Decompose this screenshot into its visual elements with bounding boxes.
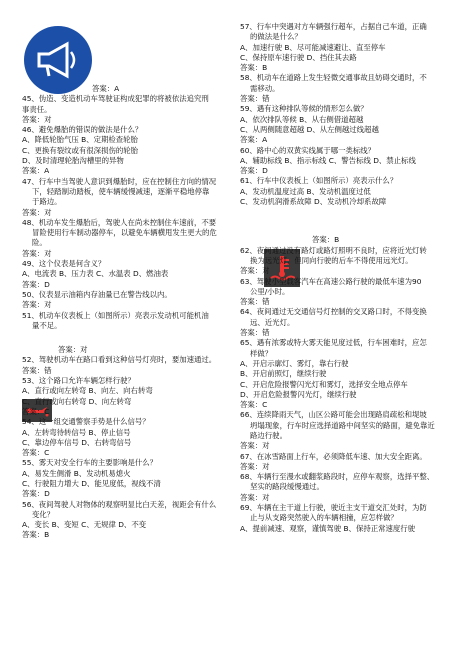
answer: 答案：D xyxy=(240,166,268,176)
option-line: A、加速行驶 B、尽可能减速避让、直至停车 xyxy=(240,42,386,52)
question-line: 冒险使用行车制动器停车，以避免车辆横甩发生更大的危 xyxy=(32,228,217,238)
question-line: 63、驾驶小型载客汽车在高速公路行驶的最低车速为90 xyxy=(240,276,422,286)
option-line: A、易发生侧滑 B、发动机易熄火 xyxy=(22,468,131,478)
answer: 答案：A xyxy=(92,84,120,93)
question-line: 远、近光灯。 xyxy=(250,317,295,327)
question-line: 65、遇有浓雾或特大雾天能见度过低，行车困难时，应怎 xyxy=(240,338,427,348)
answer: 答案：对 xyxy=(240,441,270,451)
option-line: C、开启危险报警闪光灯和雾灯，选择安全地点停车 xyxy=(240,379,408,389)
question-line: 59、遇有这种排队等候的情形怎么做？ xyxy=(240,104,368,114)
answer: 答案：对 xyxy=(22,207,52,217)
question-line: 49、这个仪表是何含义？ xyxy=(22,259,106,269)
question-line: 69、车辆在主干道上行驶，驶近主支干道交汇处时，为防 xyxy=(240,503,427,513)
question-line: 57、行车中突遇对方车辆强行超车，占据自己车道，正确 xyxy=(240,22,427,31)
answer: 答案：错 xyxy=(240,297,270,307)
answer: 答案：D xyxy=(22,489,50,499)
question-line: 53、这个路口允许车辆怎样行驶？ xyxy=(22,376,135,386)
left-column xyxy=(22,0,237,541)
question-line: 的做法是什么？ xyxy=(250,32,302,42)
option-line: C、保持原车速行驶 D、挡住其去路 xyxy=(240,52,357,62)
answer: 答案：错 xyxy=(240,94,270,104)
question-line: 62、夜间通过没有路灯或路灯照明不良时，应将近光灯转 xyxy=(240,245,427,255)
option-line: C、发动机润滑系故障 D、发动机冷却系故障 xyxy=(240,197,387,207)
answer: 答案：对 xyxy=(240,461,270,471)
answer: 答案：对 xyxy=(22,114,52,124)
answer: 答案：对 xyxy=(22,248,52,258)
question-line: 52、驾驶机动车在路口看到这种信号灯亮时，要加速通过。 xyxy=(22,355,217,365)
question-line: 46、避免爆胎的错误的做法是什么？ xyxy=(22,125,143,135)
question-line: 60、路中心的双黄实线属于哪一类标线？ xyxy=(240,145,376,155)
answer: 答案：A xyxy=(240,135,268,145)
question-line: 下，轻踏制动踏板，使车辆缓慢减速，逐渐平稳地停靠 xyxy=(32,186,210,196)
answer: 答案：对 xyxy=(22,300,52,310)
question-line: 68、车辆行至漫水或翻浆路段时，应停车观察，选择平整、 xyxy=(240,472,435,482)
answer: 答案：B xyxy=(312,235,340,245)
question-line: 56、夜间驾驶人对物体的观察明显比白天差，视距会有什么 xyxy=(22,499,217,509)
answer: 答案：对 xyxy=(58,345,88,355)
question-line: 止与从支路突然驶入的车辆相撞，应怎样做？ xyxy=(250,513,398,523)
option-line: D、开启危险报警闪光灯，继续行驶 xyxy=(240,389,357,399)
question-line: 64、夜间通过无交通信号灯控制的交叉路口时，不得变换 xyxy=(240,307,427,317)
question-line: 需移动。 xyxy=(250,83,280,93)
answer: 答案：C xyxy=(22,406,50,416)
question-line: 公里/小时。 xyxy=(250,286,290,296)
question-line: 险。 xyxy=(32,238,47,248)
option-line: C、行驶阻力增大 D、能见度低，视线不清 xyxy=(22,478,161,488)
option-line: C、更换有裂纹或有很深损伤的轮胎 xyxy=(22,145,139,155)
option-line: A、降低轮胎气压 B、定期检查轮胎 xyxy=(22,135,138,145)
question-line: 于路边。 xyxy=(32,197,62,207)
option-line: C、直行或向右转弯 D、向左转弯 xyxy=(22,396,132,406)
right-column xyxy=(240,0,460,534)
option-line: A、开启示廓灯、雾灯，靠右行驶 xyxy=(240,358,349,368)
question-line: 58、机动车在道路上发生轻微交通事故且妨碍交通时，不 xyxy=(240,73,427,83)
answer: 答案：错 xyxy=(22,365,52,375)
question-line: 54、这一组交通警察手势是什么信号？ xyxy=(22,417,150,427)
answer: 答案：B xyxy=(22,530,50,540)
question-line: 样做？ xyxy=(250,348,273,358)
option-line: C、靠边停车信号 D、右转弯信号 xyxy=(22,437,132,447)
answer: 答案：C xyxy=(240,400,268,410)
question-line: 51、机动车仪表板上（如图所示）亮表示发动机可能机油 xyxy=(22,310,209,320)
answer: 答案：对 xyxy=(240,266,270,276)
question-line: 67、在冰雪路面上行车，必须降低车速、加大安全距离。 xyxy=(240,451,427,461)
question-line: 48、机动车发生爆胎后，驾驶人在尚未控制住车速前，不要 xyxy=(22,217,217,227)
option-line: A、左转弯待转信号 B、停止信号 xyxy=(22,427,131,437)
option-line: A、辅助标线 B、指示标线 C、警告标线 D、禁止标线 xyxy=(240,155,416,165)
question-line: 事责任。 xyxy=(22,104,52,114)
answer: 答案：错 xyxy=(240,328,270,338)
answer: 答案：C xyxy=(22,448,50,458)
option-line: A、依次排队等候 B、从右侧借道超越 xyxy=(240,114,364,124)
question-line: 45、伪造、变造机动车驾驶证构成犯罪的将被依法追究刑 xyxy=(22,94,209,104)
answer: 答案：对 xyxy=(240,492,270,502)
answer: 答案：D xyxy=(22,279,50,289)
option-line: A、直行或向左转弯 B、向左、向右转弯 xyxy=(22,386,153,396)
question-line: 66、连续降雨天气，山区公路可能会出现路肩疏松和堤坡 xyxy=(240,410,427,420)
answer: 答案：A xyxy=(22,166,50,176)
option-line: A、发动机温度过高 B、发动机温度过低 xyxy=(240,186,371,196)
option-line: A、电流表 B、压力表 C、水温表 D、燃油表 xyxy=(22,269,169,279)
option-line: B、开启前照灯，继续行驶 xyxy=(240,369,327,379)
question-line: 坚实的路段缓慢通过。 xyxy=(250,482,324,492)
option-line: A、提前减速、观察，谨慎驾驶 B、保持正常速度行驶 xyxy=(240,523,416,533)
question-line: 55、雾天对安全行车的主要影响是什么？ xyxy=(22,458,158,468)
question-line: 换为远光灯，但同向行驶的后车不得使用远光灯。 xyxy=(250,255,413,265)
question-line: 坍塌现象，行车时应选择道路中间坚实的路面，避免靠近 xyxy=(250,420,435,430)
option-line: A、变长 B、变短 C、无规律 D、不变 xyxy=(22,520,147,530)
question-line: 61、行车中仪表板上（如图所示）亮表示什么？ xyxy=(240,176,398,186)
option-line: D、及时清理轮胎沟槽里的异物 xyxy=(22,156,124,166)
question-line: 47、行车中当驾驶人意识到爆胎时，应在控制住方向的情况 xyxy=(22,176,217,186)
question-line: 路边行驶。 xyxy=(250,430,287,440)
option-line: C、从两侧随意超越 D、从左侧越过线超越 xyxy=(240,124,379,134)
question-line: 量不足。 xyxy=(32,320,62,330)
question-line: 变化？ xyxy=(32,509,55,519)
question-line: 50、仪表显示油箱内存油量已在警告线以内。 xyxy=(22,289,172,299)
answer: 答案：B xyxy=(240,63,268,73)
